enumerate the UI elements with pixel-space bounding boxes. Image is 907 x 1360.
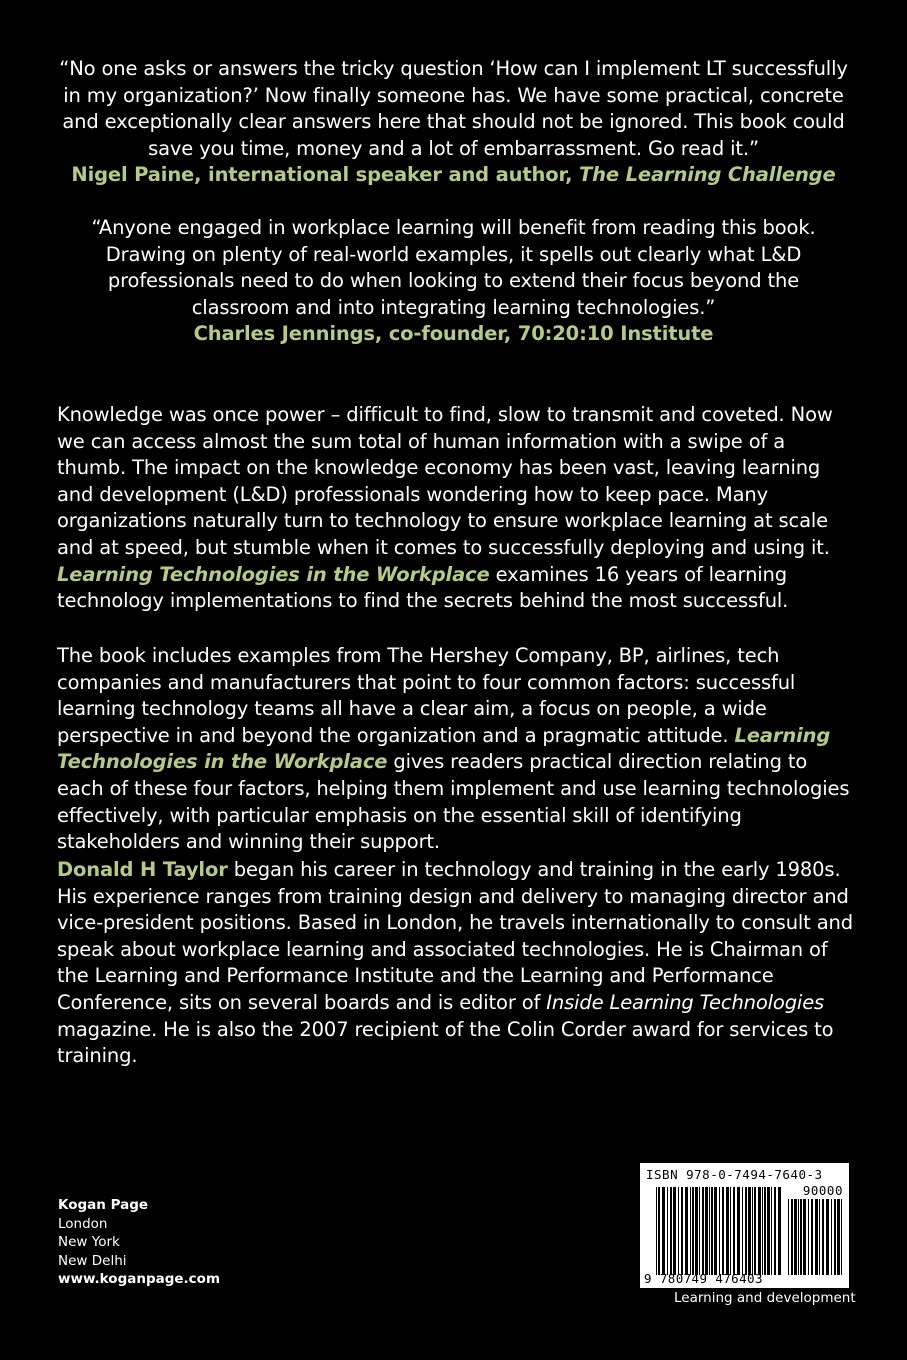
barcode-bar	[800, 1199, 802, 1275]
barcode-bar	[678, 1187, 679, 1275]
barcode-bar	[778, 1187, 781, 1275]
barcode-bar	[730, 1187, 731, 1275]
price-code: 90000	[802, 1183, 843, 1198]
isbn-label: ISBN 978-0-7494-7640-3	[646, 1167, 823, 1182]
barcode-bar	[822, 1199, 824, 1275]
attribution-text: Nigel Paine, international speaker and author,	[71, 163, 580, 187]
barcode-bar	[656, 1187, 657, 1275]
barcode-bar	[774, 1187, 776, 1275]
ean-barcode-bars	[656, 1187, 784, 1275]
barcode-bar	[752, 1187, 753, 1275]
barcode-bar	[699, 1187, 700, 1275]
barcode-bar	[798, 1199, 799, 1275]
barcode-bar	[702, 1187, 704, 1275]
barcode-bar	[705, 1187, 708, 1275]
barcode-bar	[788, 1199, 789, 1275]
barcode-bar	[819, 1199, 820, 1275]
barcode-bar	[748, 1187, 751, 1275]
barcode-bar	[815, 1199, 818, 1275]
barcode-bar	[837, 1199, 840, 1275]
barcode-bar	[758, 1187, 761, 1275]
barcode-bar	[667, 1187, 668, 1275]
quote-text: “Anyone engaged in workplace learning will benefit from reading this book. Drawing on plenty of real-world examples, it spells out clearly what L&D professionals need to do when looking to extend their focus beyond the classroom and into integrating learning technologies.”	[91, 216, 816, 319]
endorsement-quote-2	[58, 215, 849, 348]
barcode-bar	[803, 1199, 806, 1275]
barcode-bar	[808, 1199, 809, 1275]
barcode-bar	[719, 1187, 720, 1275]
barcode-bar	[745, 1187, 747, 1275]
publisher-website: www.koganpage.com	[58, 1271, 221, 1288]
barcode-bar	[791, 1199, 793, 1275]
barcode-bar	[709, 1187, 710, 1275]
publisher-city: New Delhi	[58, 1252, 127, 1269]
book-title: Learning Technologies in the Workplace	[57, 723, 831, 774]
publisher-city: London	[58, 1215, 108, 1232]
quote-attribution	[71, 163, 835, 186]
isbn-barcode	[640, 1163, 849, 1288]
quote-attribution: Charles Jennings, co-founder, 70:20:10 Institute	[193, 322, 714, 346]
barcode-bar	[726, 1187, 729, 1275]
barcode-bar	[673, 1187, 676, 1275]
magazine-title: Inside Learning Technologies	[546, 990, 825, 1014]
addon-barcode-bars	[788, 1199, 844, 1275]
barcode-bar	[764, 1187, 766, 1275]
barcode-bar	[711, 1187, 713, 1275]
barcode-bar	[722, 1187, 724, 1275]
author-name: Donald H Taylor	[57, 858, 228, 881]
barcode-bar	[690, 1187, 691, 1275]
category-label: Learning and development	[674, 1290, 856, 1306]
barcode-bar	[831, 1199, 832, 1275]
barcode-bar	[695, 1187, 698, 1275]
barcode-bar	[670, 1187, 672, 1275]
barcode-bar	[811, 1199, 813, 1275]
barcode-bar	[681, 1187, 683, 1275]
barcode-bar	[794, 1199, 797, 1275]
publisher-name: Kogan Page	[58, 1197, 149, 1213]
author-bio: Donald H Taylor began his career in technology and training in the early 1980s. His experience ranges from training design and delivery to managing director and vice-president positions. Based in London, he travels internationally to consult and speak about workplace learning and associated technologies. He is Chairman of the Learning and Performance Institute and the Learning and Performance Conference, sits on several boards and is editor of Inside Learning Technologies magazine. He is also the 2007 recipient of the Colin Corder award for services to training.	[57, 858, 853, 1068]
barcode-bar	[762, 1187, 763, 1275]
barcode-bar	[742, 1187, 743, 1275]
barcode-bar	[771, 1187, 772, 1275]
barcode-bar	[733, 1187, 735, 1275]
barcode-bar	[685, 1187, 688, 1275]
description-paragraph-1: Knowledge was once power – difficult to find, slow to transmit and coveted. Now we can access almost the sum total of human information with a swipe of a thumb. The impact on the knowledge economy has been vast, leaving learning and development (L&D) professionals wondering how to keep pace. Many organizations naturally turn to technology to ensure workplace learning at scale and at speed, but stumble when it comes to successfully deploying and using it. Learning Technologies in the Workplace examines 16 years of learning technology implementations to find the secrets behind the most successful.	[57, 403, 833, 613]
barcode-bar	[767, 1187, 770, 1275]
publisher-block	[58, 1196, 220, 1289]
barcode-bar	[737, 1187, 740, 1275]
barcode-bar	[692, 1187, 694, 1275]
description-paragraph-2: The book includes examples from The Hershey Company, BP, airlines, tech companies and manufacturers that point to four common factors: successful learning technology teams all have a clear aim, a focus on people, a wide perspective in and beyond the organization and a pragmatic attitude. Learning Technologies in the Workplace gives readers practical direction relating to each of these four factors, helping them implement and use learning technologies effectively, with particular emphasis on the essential skill of identifying stakeholders and winning their support.	[57, 644, 850, 854]
barcode-bar	[714, 1187, 717, 1275]
barcode-bar	[834, 1199, 836, 1275]
barcode-bar	[841, 1199, 842, 1275]
publisher-city: New York	[58, 1234, 120, 1251]
barcode-bar	[826, 1199, 829, 1275]
barcode-bar	[662, 1187, 665, 1275]
endorsement-quote-1	[58, 56, 849, 189]
barcode-bar	[754, 1187, 756, 1275]
ean-digits: 9 780749 476403	[644, 1271, 763, 1286]
book-title: Learning Technologies in the Workplace	[57, 562, 490, 586]
attribution-book-title: The Learning Challenge	[579, 163, 836, 187]
barcode-bar	[658, 1187, 660, 1275]
quote-text: “No one asks or answers the tricky question ‘How can I implement LT successfully in my organization?’ Now finally someone has. We have some practical, concrete and exceptionally clear answers here that should not be ignored. This book could save you time, money and a lot of embarrassment. Go read it.”	[59, 57, 848, 160]
